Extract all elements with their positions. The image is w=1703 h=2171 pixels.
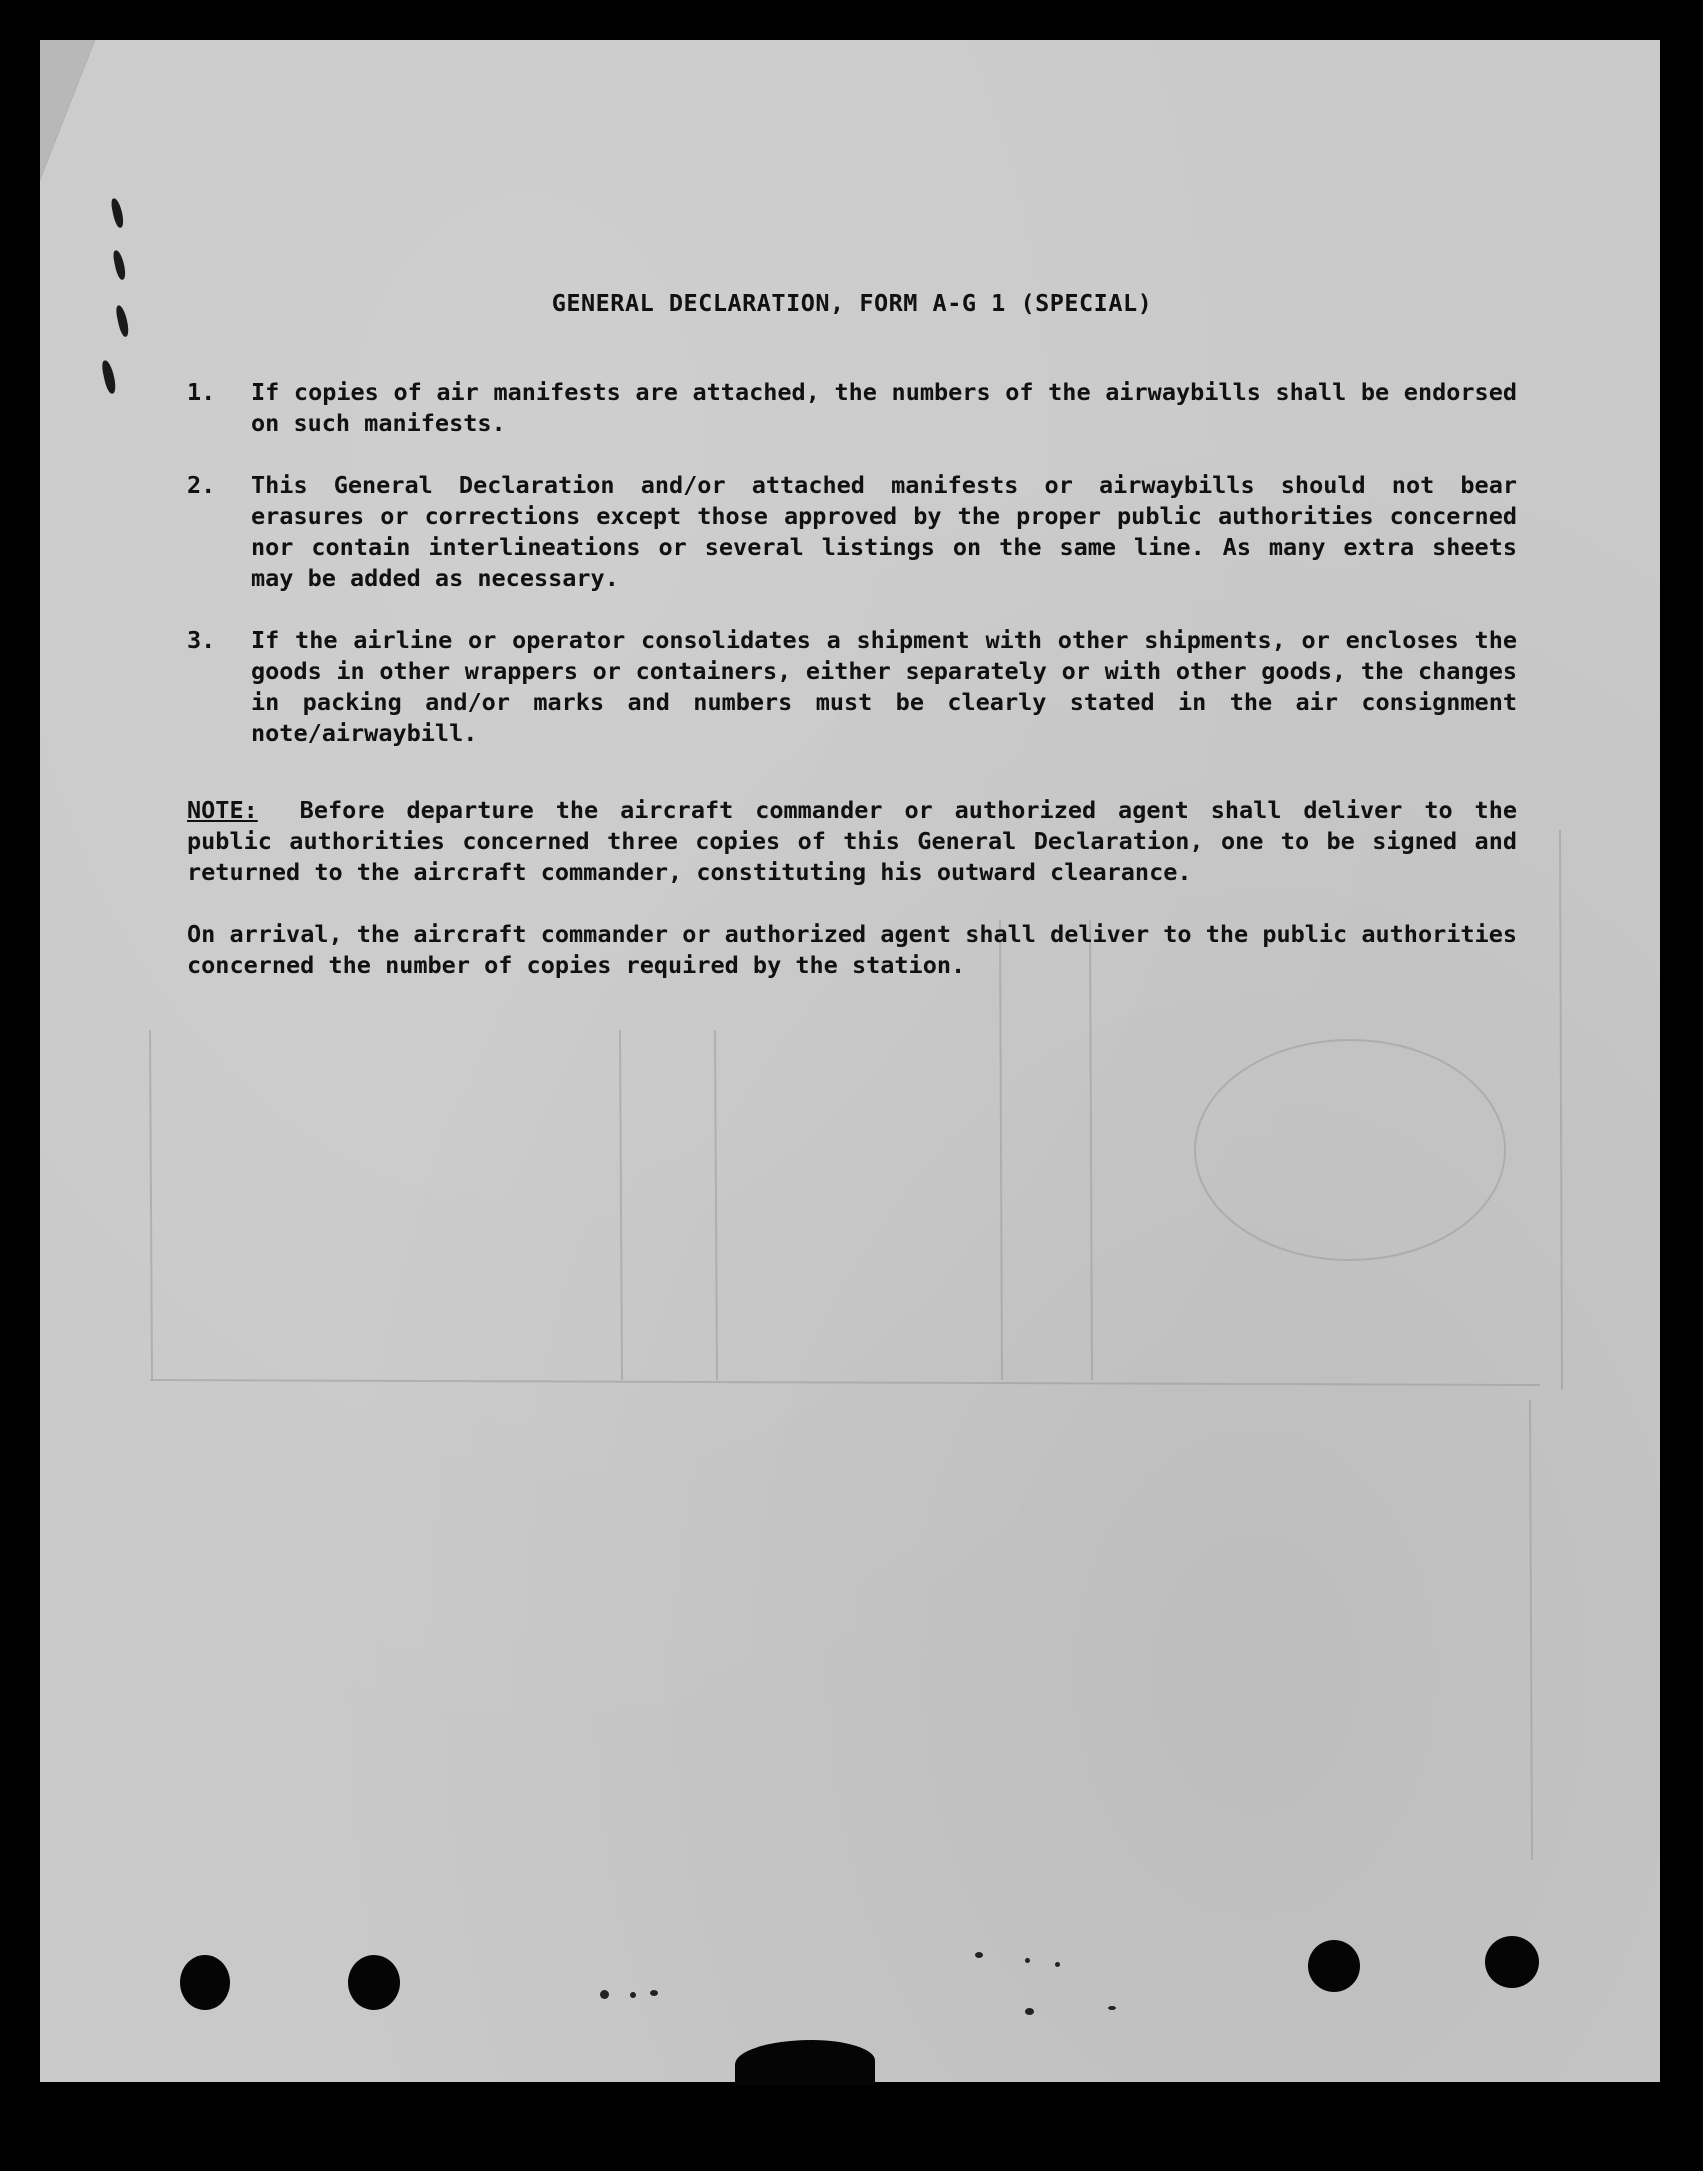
ink-speck [650, 1990, 658, 1996]
list-item-text: If the airline or operator consolidates a shipment with other shipments, or encloses the goods in other wrappers or containers, either separately or with other goods, the changes in packing and/or marks and numbers must be clearly stated in the air consignment note/airwaybill. [251, 626, 1517, 747]
declaration-text [187, 288, 1517, 981]
arrival-paragraph: On arrival, the aircraft commander or authorized agent shall deliver to the public authorities concerned the number of copies required by the station. [187, 920, 1517, 979]
list-item-number: 2. [187, 471, 216, 499]
ink-speck [600, 1990, 609, 1999]
list-item-text: This General Declaration and/or attached manifests or airwaybills should not bear erasures or corrections except those approved by the proper public authorities concerned nor contain interlineations or several listings on the same line. As many extra sheets may be added as necessary. [251, 471, 1517, 592]
list-item [187, 377, 1517, 439]
ink-speck [1025, 1958, 1030, 1963]
list-item [187, 470, 1517, 594]
ink-speck [630, 1992, 636, 1998]
ink-speck [1108, 2006, 1116, 2010]
list-item-text: If copies of air manifests are attached, the numbers of the airwaybills shall be endorsed on such manifests. [251, 378, 1517, 437]
ink-speck [975, 1952, 983, 1958]
ink-speck [1025, 2008, 1034, 2015]
list-item-number: 1. [187, 378, 216, 406]
torn-edge [735, 2040, 875, 2085]
punch-hole [348, 1955, 400, 2010]
punch-hole [1485, 1936, 1539, 1988]
punch-hole [1308, 1940, 1360, 1992]
list-item-number: 3. [187, 626, 216, 654]
list-item [187, 625, 1517, 749]
punch-hole [180, 1955, 230, 2010]
folded-corner [40, 40, 95, 180]
note-paragraph [187, 795, 1517, 888]
note-label: NOTE: [187, 796, 258, 824]
ink-speck [1055, 1962, 1060, 1967]
page-title: GENERAL DECLARATION, FORM A-G 1 (SPECIAL) [551, 289, 1153, 317]
note-text: Before departure the aircraft commander or authorized agent shall deliver to the public authorities concerned three copies of this General Declaration, one to be signed and returned to the aircraft commander, constituting his outward clearance. [187, 796, 1517, 886]
